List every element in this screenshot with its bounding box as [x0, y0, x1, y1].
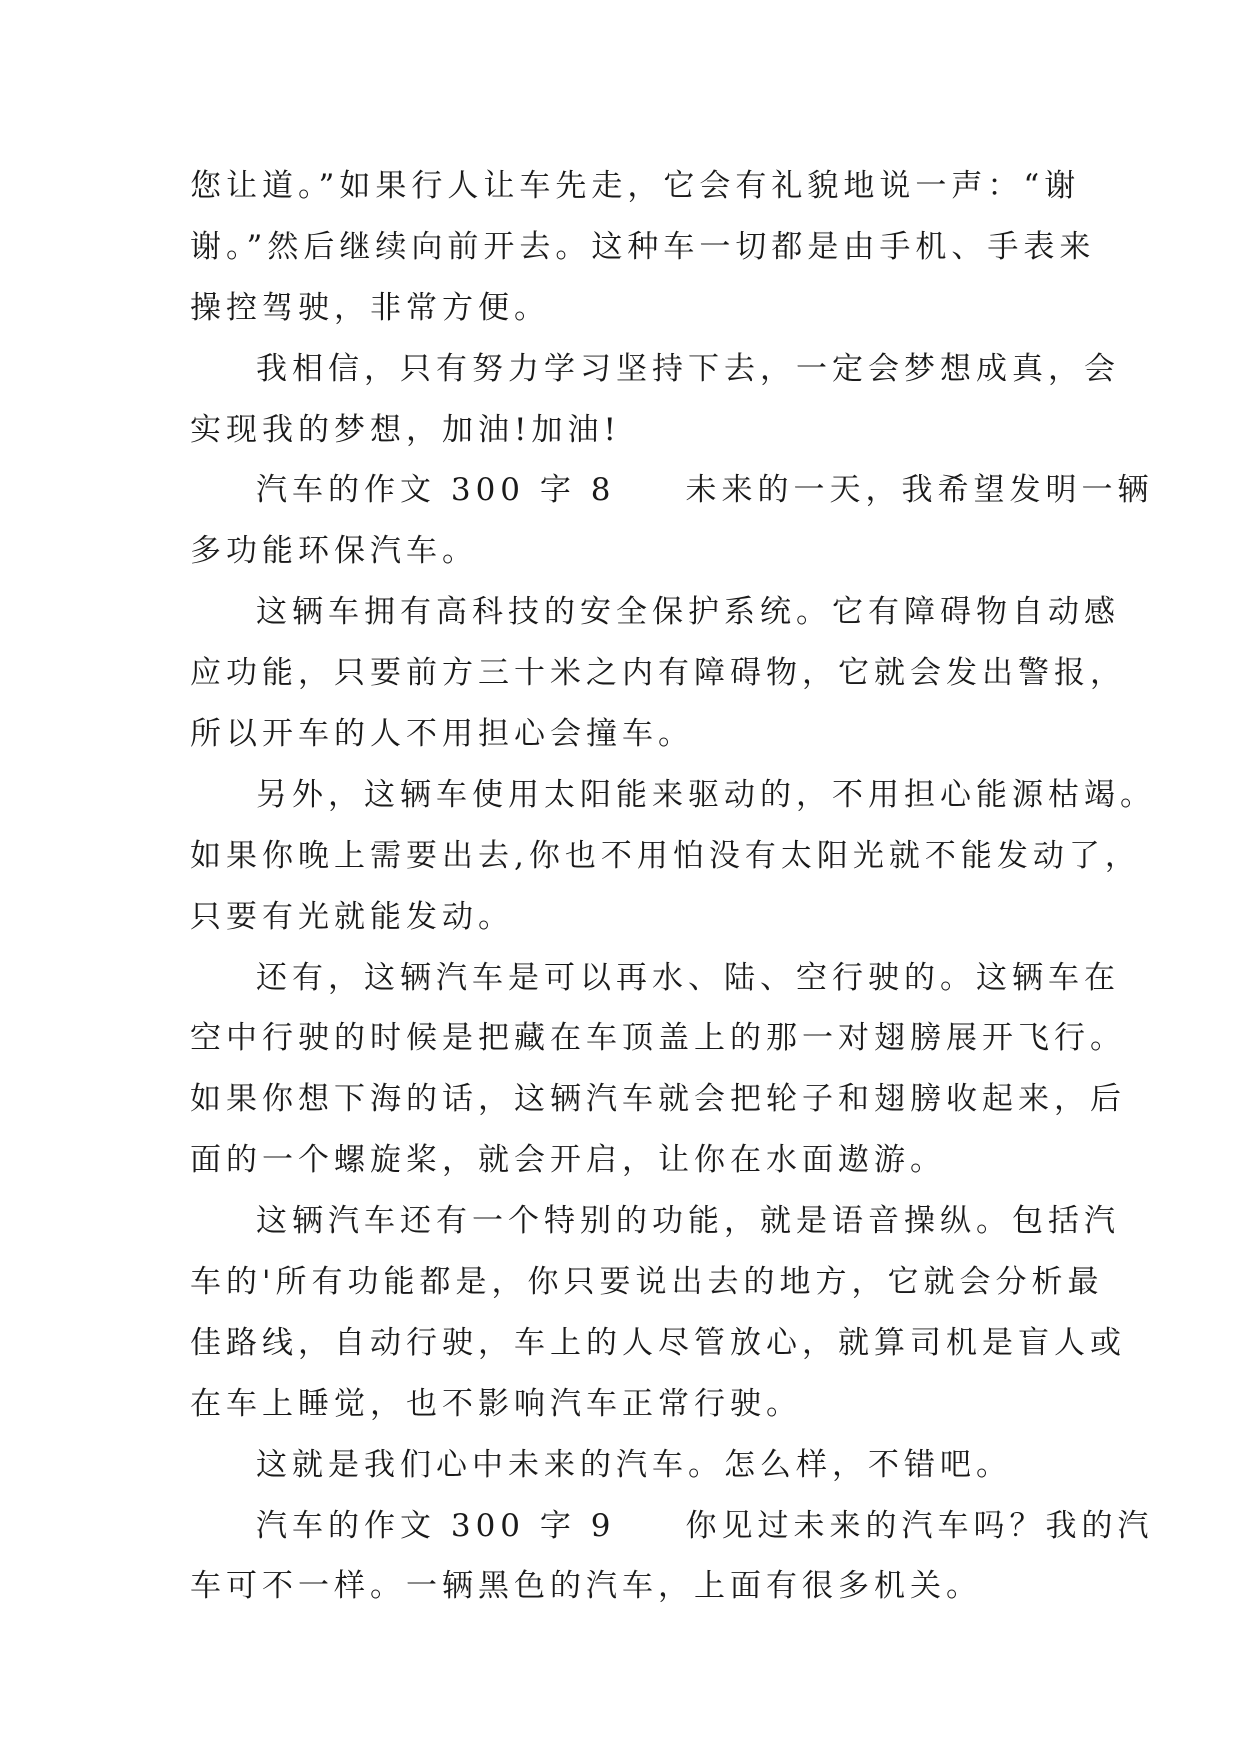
text-line: 这辆车拥有高科技的安全保护系统。它有障碍物自动感: [256, 594, 1120, 631]
text-line: 在车上睡觉，也不影响汽车正常行驶。: [190, 1385, 802, 1422]
text-line: 面的一个螺旋桨，就会开启，让你在水面遨游。: [190, 1142, 946, 1179]
text-line: 空中行驶的时候是把藏在车顶盖上的那一对翅膀展开飞行。: [190, 1020, 1126, 1057]
text-line: 您让道。”如果行人让车先走，它会有礼貌地说一声：“谢: [190, 168, 1081, 204]
text-line: 车可不一样。一辆黑色的汽车，上面有很多机关。: [190, 1568, 982, 1605]
text-line: 应功能，只要前方三十米之内有障碍物，它就会发出警报，: [190, 655, 1126, 692]
text-line: 未来的一天，我希望发明一辆: [685, 472, 1154, 509]
section-heading-line: [190, 1496, 1154, 1557]
text-line: 佳路线，自动行驶，车上的人尽管放心，就算司机是盲人或: [190, 1324, 1126, 1361]
text-line: 车的'所有功能都是，你只要说出去的地方，它就会分析最: [190, 1264, 1104, 1301]
text-line: 我相信，只有努力学习坚持下去，一定会梦想成真，会: [256, 350, 1120, 387]
text-line: 你见过未来的汽车吗？我的汽: [685, 1507, 1154, 1544]
text-line: 所以开车的人不用担心会撞车。: [190, 716, 694, 753]
section-heading: 汽车的作文 300 字 9: [256, 1507, 616, 1544]
text-line: 如果你晚上需要出去,你也不用怕没有太阳光就不能发动了，: [190, 837, 1141, 874]
text-line: 多功能环保汽车。: [190, 533, 478, 570]
text-line: 另外，这辆车使用太阳能来驱动的，不用担心能源枯竭。: [256, 776, 1156, 813]
section-heading: 汽车的作文 300 字 8: [256, 472, 616, 509]
text-line: 谢。”然后继续向前开去。这种车一切都是由手机、手表来: [190, 228, 1096, 265]
text-line: 这辆汽车还有一个特别的功能，就是语音操纵。包括汽: [256, 1203, 1120, 1240]
text-line: 实现我的梦想，加油!加油!: [190, 411, 621, 448]
text-line: 如果你想下海的话，这辆汽车就会把轮子和翅膀收起来，后: [190, 1081, 1126, 1118]
text-line: 这就是我们心中未来的汽车。怎么样，不错吧。: [256, 1446, 1012, 1483]
section-heading-line: [190, 460, 1154, 521]
text-line: 操控驾驶，非常方便。: [190, 289, 550, 326]
essay-body: [190, 156, 1156, 1617]
text-line: 还有，这辆汽车是可以再水、陆、空行驶的。这辆车在: [256, 959, 1120, 996]
text-line: 只要有光就能发动。: [190, 898, 514, 935]
